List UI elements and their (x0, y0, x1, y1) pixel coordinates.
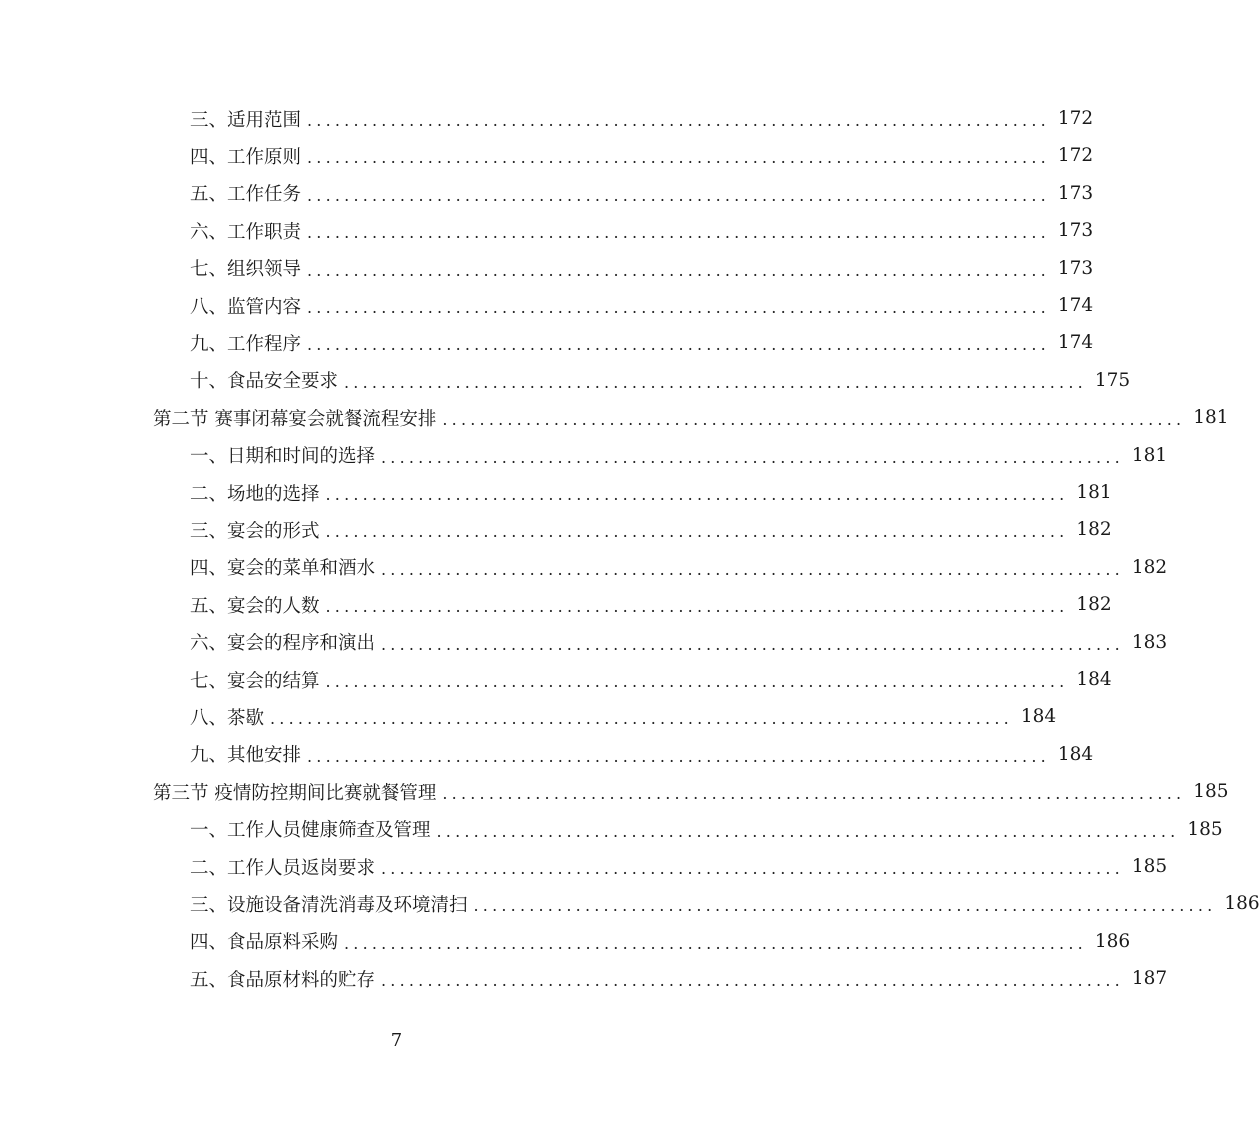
dot-leader: ................................................................................ (436, 821, 1180, 841)
toc-entry[interactable] (190, 661, 1112, 698)
toc-entry[interactable] (190, 511, 1112, 548)
toc-entry-page: 181 (1193, 407, 1229, 429)
toc-entry-page: 185 (1187, 818, 1223, 840)
toc-entry-page: 182 (1131, 556, 1168, 578)
dot-leader: ................................................................................ (381, 859, 1124, 878)
toc-entry[interactable] (190, 848, 1168, 885)
dot-leader: ................................................................................ (270, 709, 1013, 729)
toc-entry-page: 184 (1076, 669, 1112, 690)
dot-leader: ................................................................................ (473, 896, 1217, 916)
toc-entry-title: 九、工作程序 (190, 333, 302, 355)
dot-leader: ................................................................................ (307, 148, 1050, 168)
toc-entry[interactable] (190, 137, 1094, 174)
toc-entry-page: 186 (1224, 893, 1260, 915)
toc-entry[interactable] (190, 212, 1094, 249)
toc-entry-page: 173 (1057, 220, 1094, 242)
toc-entry-page: 174 (1057, 295, 1094, 316)
toc-entry-page: 187 (1131, 968, 1168, 990)
toc-entry[interactable] (190, 324, 1094, 361)
dot-leader: ................................................................................ (325, 485, 1069, 504)
toc-entry-page: 173 (1057, 182, 1094, 204)
dot-leader: ................................................................................ (307, 298, 1050, 317)
toc-entry-page: 182 (1076, 519, 1112, 541)
toc-entry-title: 八、监管内容 (190, 296, 302, 318)
page-number: 7 (390, 1030, 403, 1051)
toc-entry[interactable] (190, 624, 1168, 661)
toc-entry-title: 四、宴会的菜单和酒水 (190, 558, 376, 580)
toc-entry[interactable] (190, 736, 1094, 773)
dot-leader: ................................................................................ (325, 672, 1069, 691)
dot-leader: ................................................................................ (344, 933, 1087, 953)
toc-entry-title: 五、宴会的人数 (190, 595, 320, 617)
toc-entry[interactable] (190, 698, 1057, 735)
toc-entry-page: 185 (1193, 781, 1229, 803)
dot-leader: ................................................................................ (344, 372, 1087, 392)
toc-entry-page: 181 (1076, 482, 1112, 503)
toc-entry-title: 七、组织领导 (190, 259, 302, 281)
toc-entry-title: 五、食品原材料的贮存 (190, 969, 376, 991)
toc-entry[interactable] (190, 287, 1094, 324)
dot-leader: ................................................................................ (325, 522, 1069, 542)
toc-entry-title: 第三节 疫情防控期间比赛就餐管理 (153, 782, 437, 804)
dot-leader: ................................................................................ (307, 335, 1050, 355)
dot-leader: ................................................................................ (307, 111, 1050, 130)
toc-entry-title: 三、适用范围 (190, 109, 302, 131)
toc-entry[interactable] (190, 549, 1168, 586)
toc-entry-title: 六、工作职责 (190, 221, 302, 243)
dot-leader: ................................................................................ (307, 260, 1050, 280)
toc-entry-page: 175 (1094, 369, 1131, 391)
toc-entry-title: 一、日期和时间的选择 (190, 446, 376, 468)
toc-entry-page: 172 (1057, 145, 1094, 167)
toc-entry[interactable] (190, 586, 1112, 623)
dot-leader: ................................................................................ (325, 597, 1069, 617)
toc-entry-page: 174 (1057, 332, 1094, 354)
toc-entry-title: 五、工作任务 (190, 184, 302, 206)
toc-entry-page: 183 (1131, 631, 1168, 653)
toc-entry[interactable] (190, 811, 1223, 848)
dot-leader: ................................................................................ (381, 559, 1124, 579)
toc-entry-title: 九、其他安排 (190, 745, 302, 767)
toc-entry[interactable] (190, 250, 1094, 287)
toc-entry[interactable] (190, 960, 1168, 997)
toc-section-entry[interactable] (153, 399, 1229, 436)
toc-entry[interactable] (190, 362, 1131, 399)
toc-entry-page: 173 (1057, 257, 1094, 279)
toc-entry[interactable] (190, 100, 1094, 137)
toc-entry-page: 172 (1057, 108, 1094, 129)
dot-leader: ................................................................................ (381, 971, 1124, 991)
dot-leader: ................................................................................ (307, 185, 1050, 205)
toc-entry-title: 二、工作人员返岗要求 (190, 857, 376, 879)
toc-entry[interactable] (190, 437, 1168, 474)
toc-entry-title: 二、场地的选择 (190, 483, 320, 505)
toc-entry[interactable] (190, 885, 1260, 922)
toc-entry-title: 三、宴会的形式 (190, 520, 320, 542)
toc-entry-page: 182 (1076, 594, 1112, 616)
toc-entry-page: 184 (1020, 706, 1057, 728)
toc-entry-title: 三、设施设备清洗消毒及环境清扫 (190, 894, 468, 916)
toc-entry-title: 十、食品安全要求 (190, 371, 339, 393)
toc-entry-title: 四、工作原则 (190, 146, 302, 168)
dot-leader: ................................................................................ (307, 746, 1050, 766)
dot-leader: ................................................................................ (442, 784, 1186, 804)
toc-entry-title: 七、宴会的结算 (190, 670, 320, 692)
toc-entry-page: 181 (1131, 444, 1168, 466)
toc-entry-title: 四、食品原料采购 (190, 932, 339, 954)
dot-leader: ................................................................................ (381, 447, 1124, 467)
dot-leader: ................................................................................ (442, 410, 1186, 430)
dot-leader: ................................................................................ (307, 223, 1050, 243)
toc-entry-title: 一、工作人员健康筛查及管理 (190, 820, 431, 842)
toc-entry[interactable] (190, 474, 1112, 511)
toc-entry[interactable] (190, 923, 1131, 960)
toc-entry-page: 186 (1094, 930, 1131, 952)
toc-entry-title: 六、宴会的程序和演出 (190, 633, 376, 655)
toc-entry-title: 第二节 赛事闭幕宴会就餐流程安排 (153, 408, 437, 430)
toc-entry[interactable] (190, 175, 1094, 212)
toc-entry-title: 八、茶歇 (190, 707, 265, 729)
dot-leader: ................................................................................ (381, 634, 1124, 654)
toc-entry-page: 185 (1131, 856, 1168, 877)
toc-entry-page: 184 (1057, 743, 1094, 765)
toc-section-entry[interactable] (153, 773, 1229, 810)
